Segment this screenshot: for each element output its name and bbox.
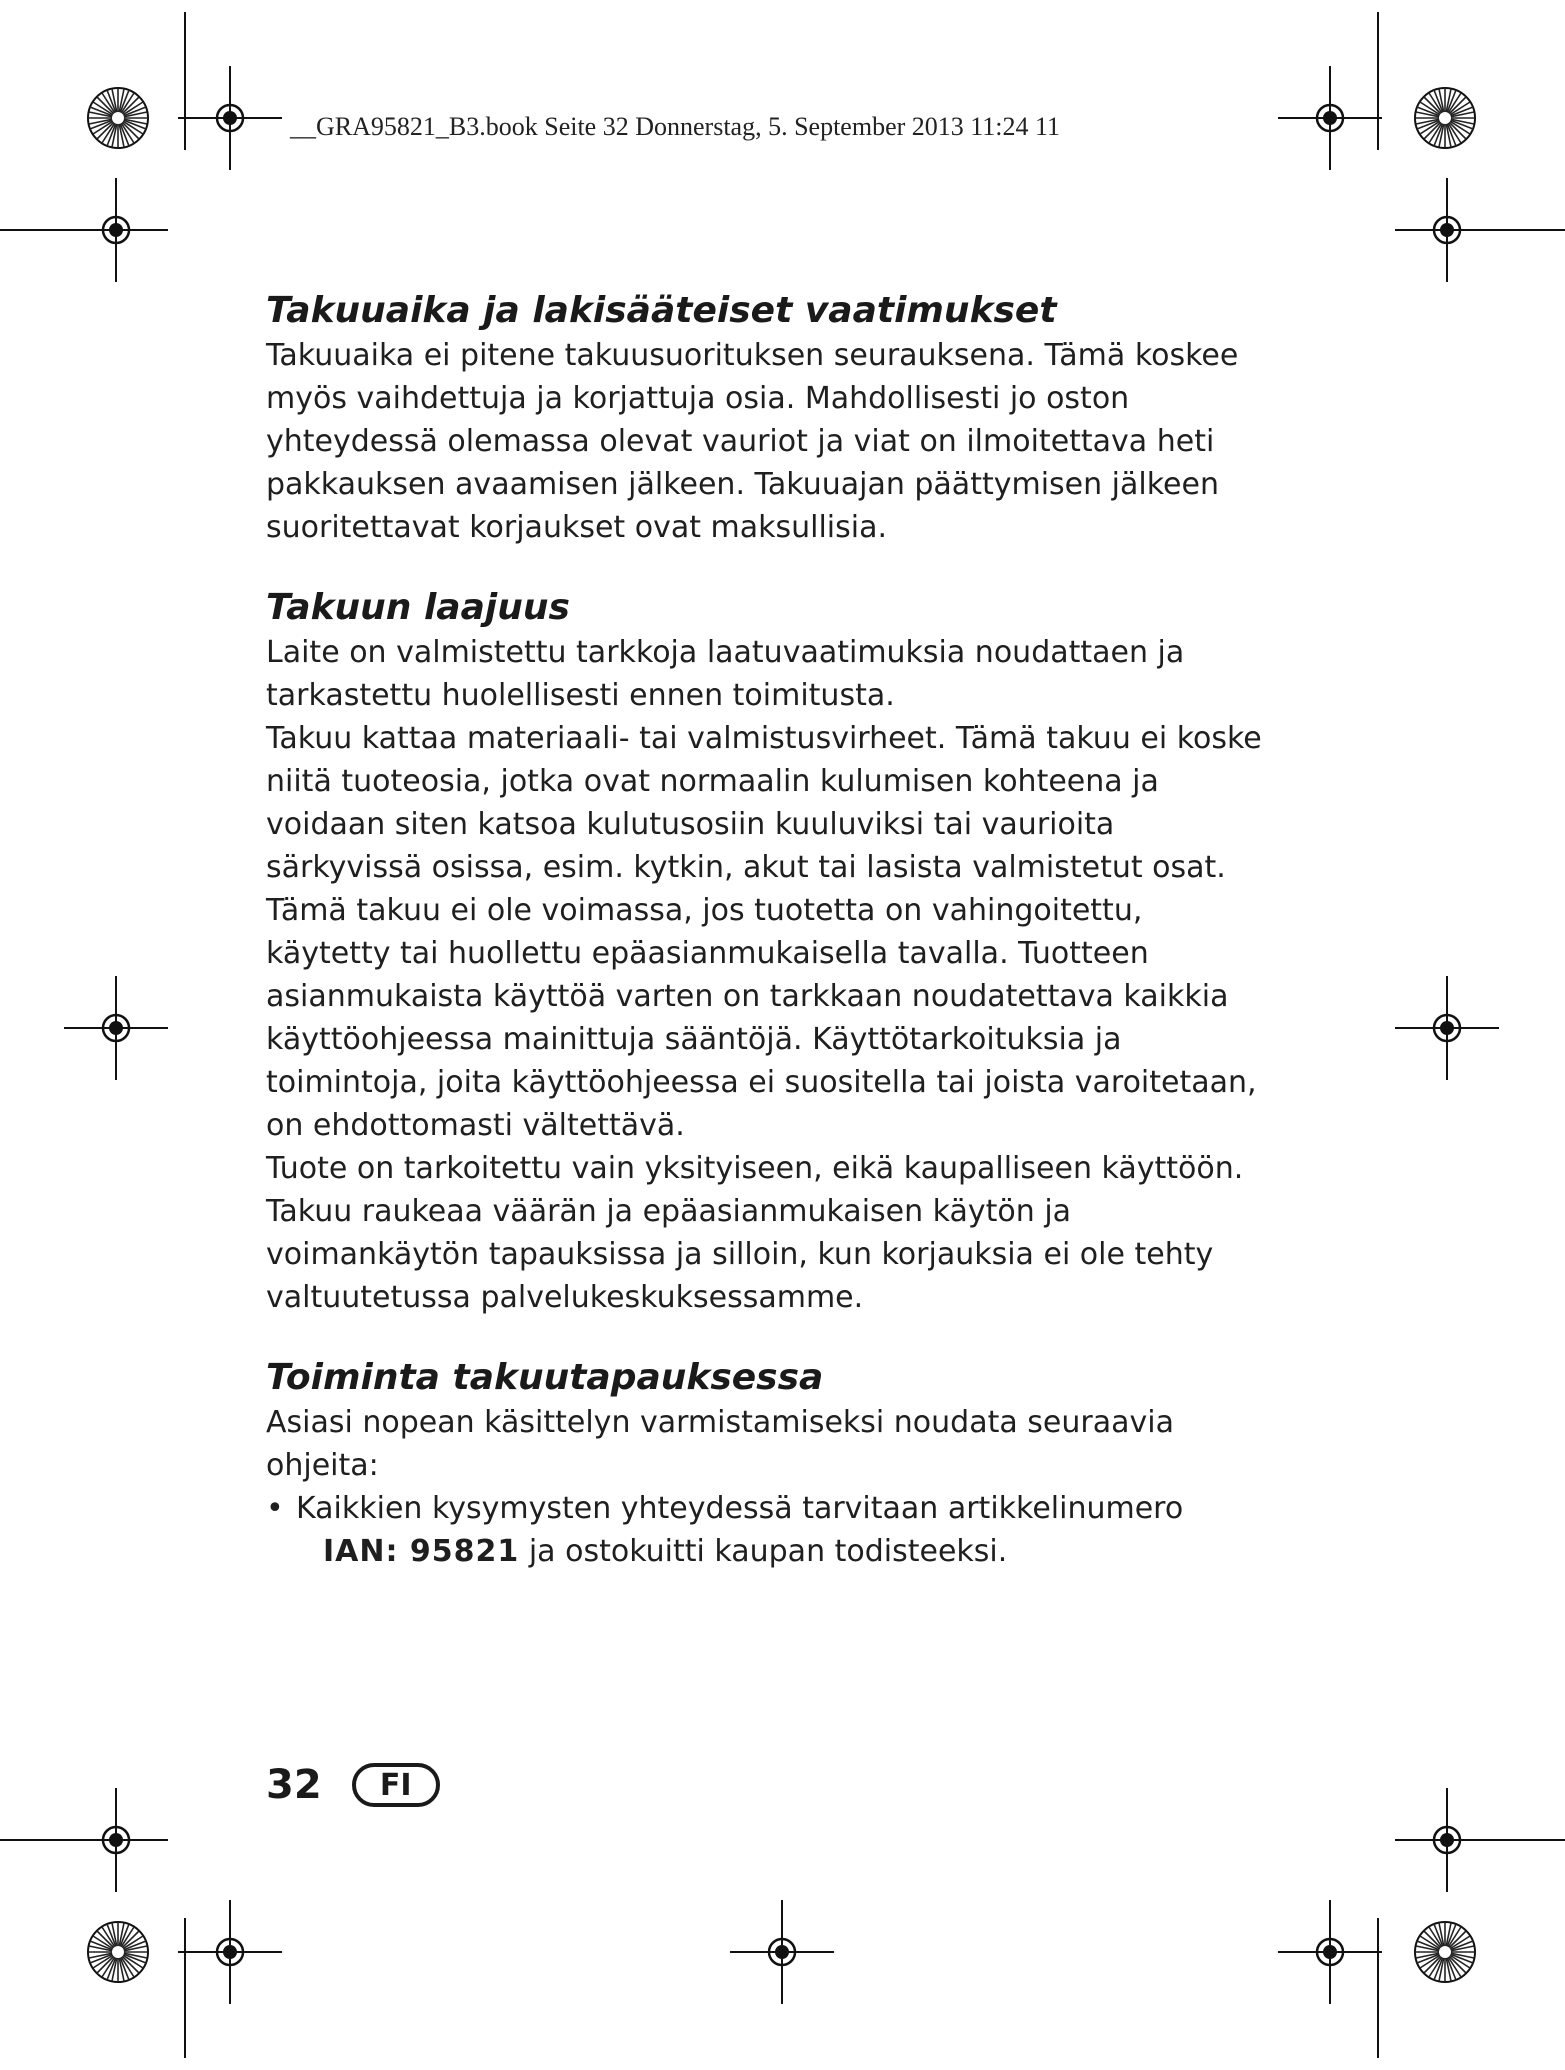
bullet-text-rest: ja ostokuitti kaupan todisteeksi.: [519, 1534, 1008, 1569]
page-footer: [266, 1760, 440, 1810]
list-item: [266, 1487, 1276, 1573]
paragraph: Takuu kattaa materiaali- tai valmistusvirheet. Tämä takuu ei koske niitä tuoteosia, jotka ovat normaalin kulumisen kohteena ja voidaan siten katsoa kulutusosiin kuuluviksi tai vaurioita särkyvissä osissa, esim. kytkin, akut tai lasista valmistetut osat.: [266, 721, 1262, 885]
bullet-icon: •: [266, 1491, 284, 1526]
bullet-text-line1: Kaikkien kysymysten yhteydessä tarvitaan artikkelinumero: [296, 1491, 1184, 1526]
bullet-list: [266, 1487, 1276, 1573]
paragraph: Tuote on tarkoitettu vain yksityiseen, eikä kaupalliseen käyttöön. Takuu raukeaa väärän ja epäasianmukaisen käytön ja voimankäytön tapauksissa ja silloin, kun korjauksia ei ole tehty valtuutetussa palvelukeskuksessamme.: [266, 1151, 1244, 1315]
section-warranty-claim: [266, 1355, 1276, 1573]
section-heading: Takuun laajuus: [266, 587, 570, 628]
paragraph: Laite on valmistettu tarkkoja laatuvaatimuksia noudattaen ja tarkastettu huolellisesti ennen toimitusta.: [266, 635, 1185, 713]
paragraph: Asiasi nopean käsittelyn varmistamiseksi noudata seuraavia ohjeita:: [266, 1405, 1174, 1483]
paragraph: Takuuaika ei pitene takuusuorituksen seurauksena. Tämä koskee myös vaihdettuja ja korjattuja osia. Mahdollisesti jo oston yhteydessä olemassa olevat vauriot ja viat on ilmoitettava heti pakkauksen avaamisen jälkeen. Takuuajan päättymisen jälkeen suoritettavat korjaukset ovat maksullisia.: [266, 338, 1239, 545]
document-body: [266, 288, 1276, 1609]
section-heading: Toiminta takuutapauksessa: [266, 1357, 824, 1398]
page-number: 32: [266, 1762, 322, 1808]
language-badge: FI: [352, 1763, 440, 1807]
section-warranty-period: [266, 288, 1276, 549]
section-warranty-scope: [266, 585, 1276, 1319]
book-file-header: __GRA95821_B3.book Seite 32 Donnerstag, 5. September 2013 11:24 11: [290, 112, 1061, 141]
bullet-text-line2: [296, 1530, 1276, 1573]
paragraph: Tämä takuu ei ole voimassa, jos tuotetta on vahingoitettu, käytetty tai huollettu epäasianmukaisella tavalla. Tuotteen asianmukaista käyttöä varten on tarkkaan noudatettava kaikkia käyttöohjeessa mainittuja sääntöjä. Käyttötarkoituksia ja toimintoja, joita käyttöohjeessa ei suositella tai joista varoitetaan, on ehdottomasti vältettävä.: [266, 893, 1257, 1143]
section-heading: Takuuaika ja lakisääteiset vaatimukset: [266, 290, 1057, 331]
article-number: IAN: 95821: [323, 1534, 520, 1569]
